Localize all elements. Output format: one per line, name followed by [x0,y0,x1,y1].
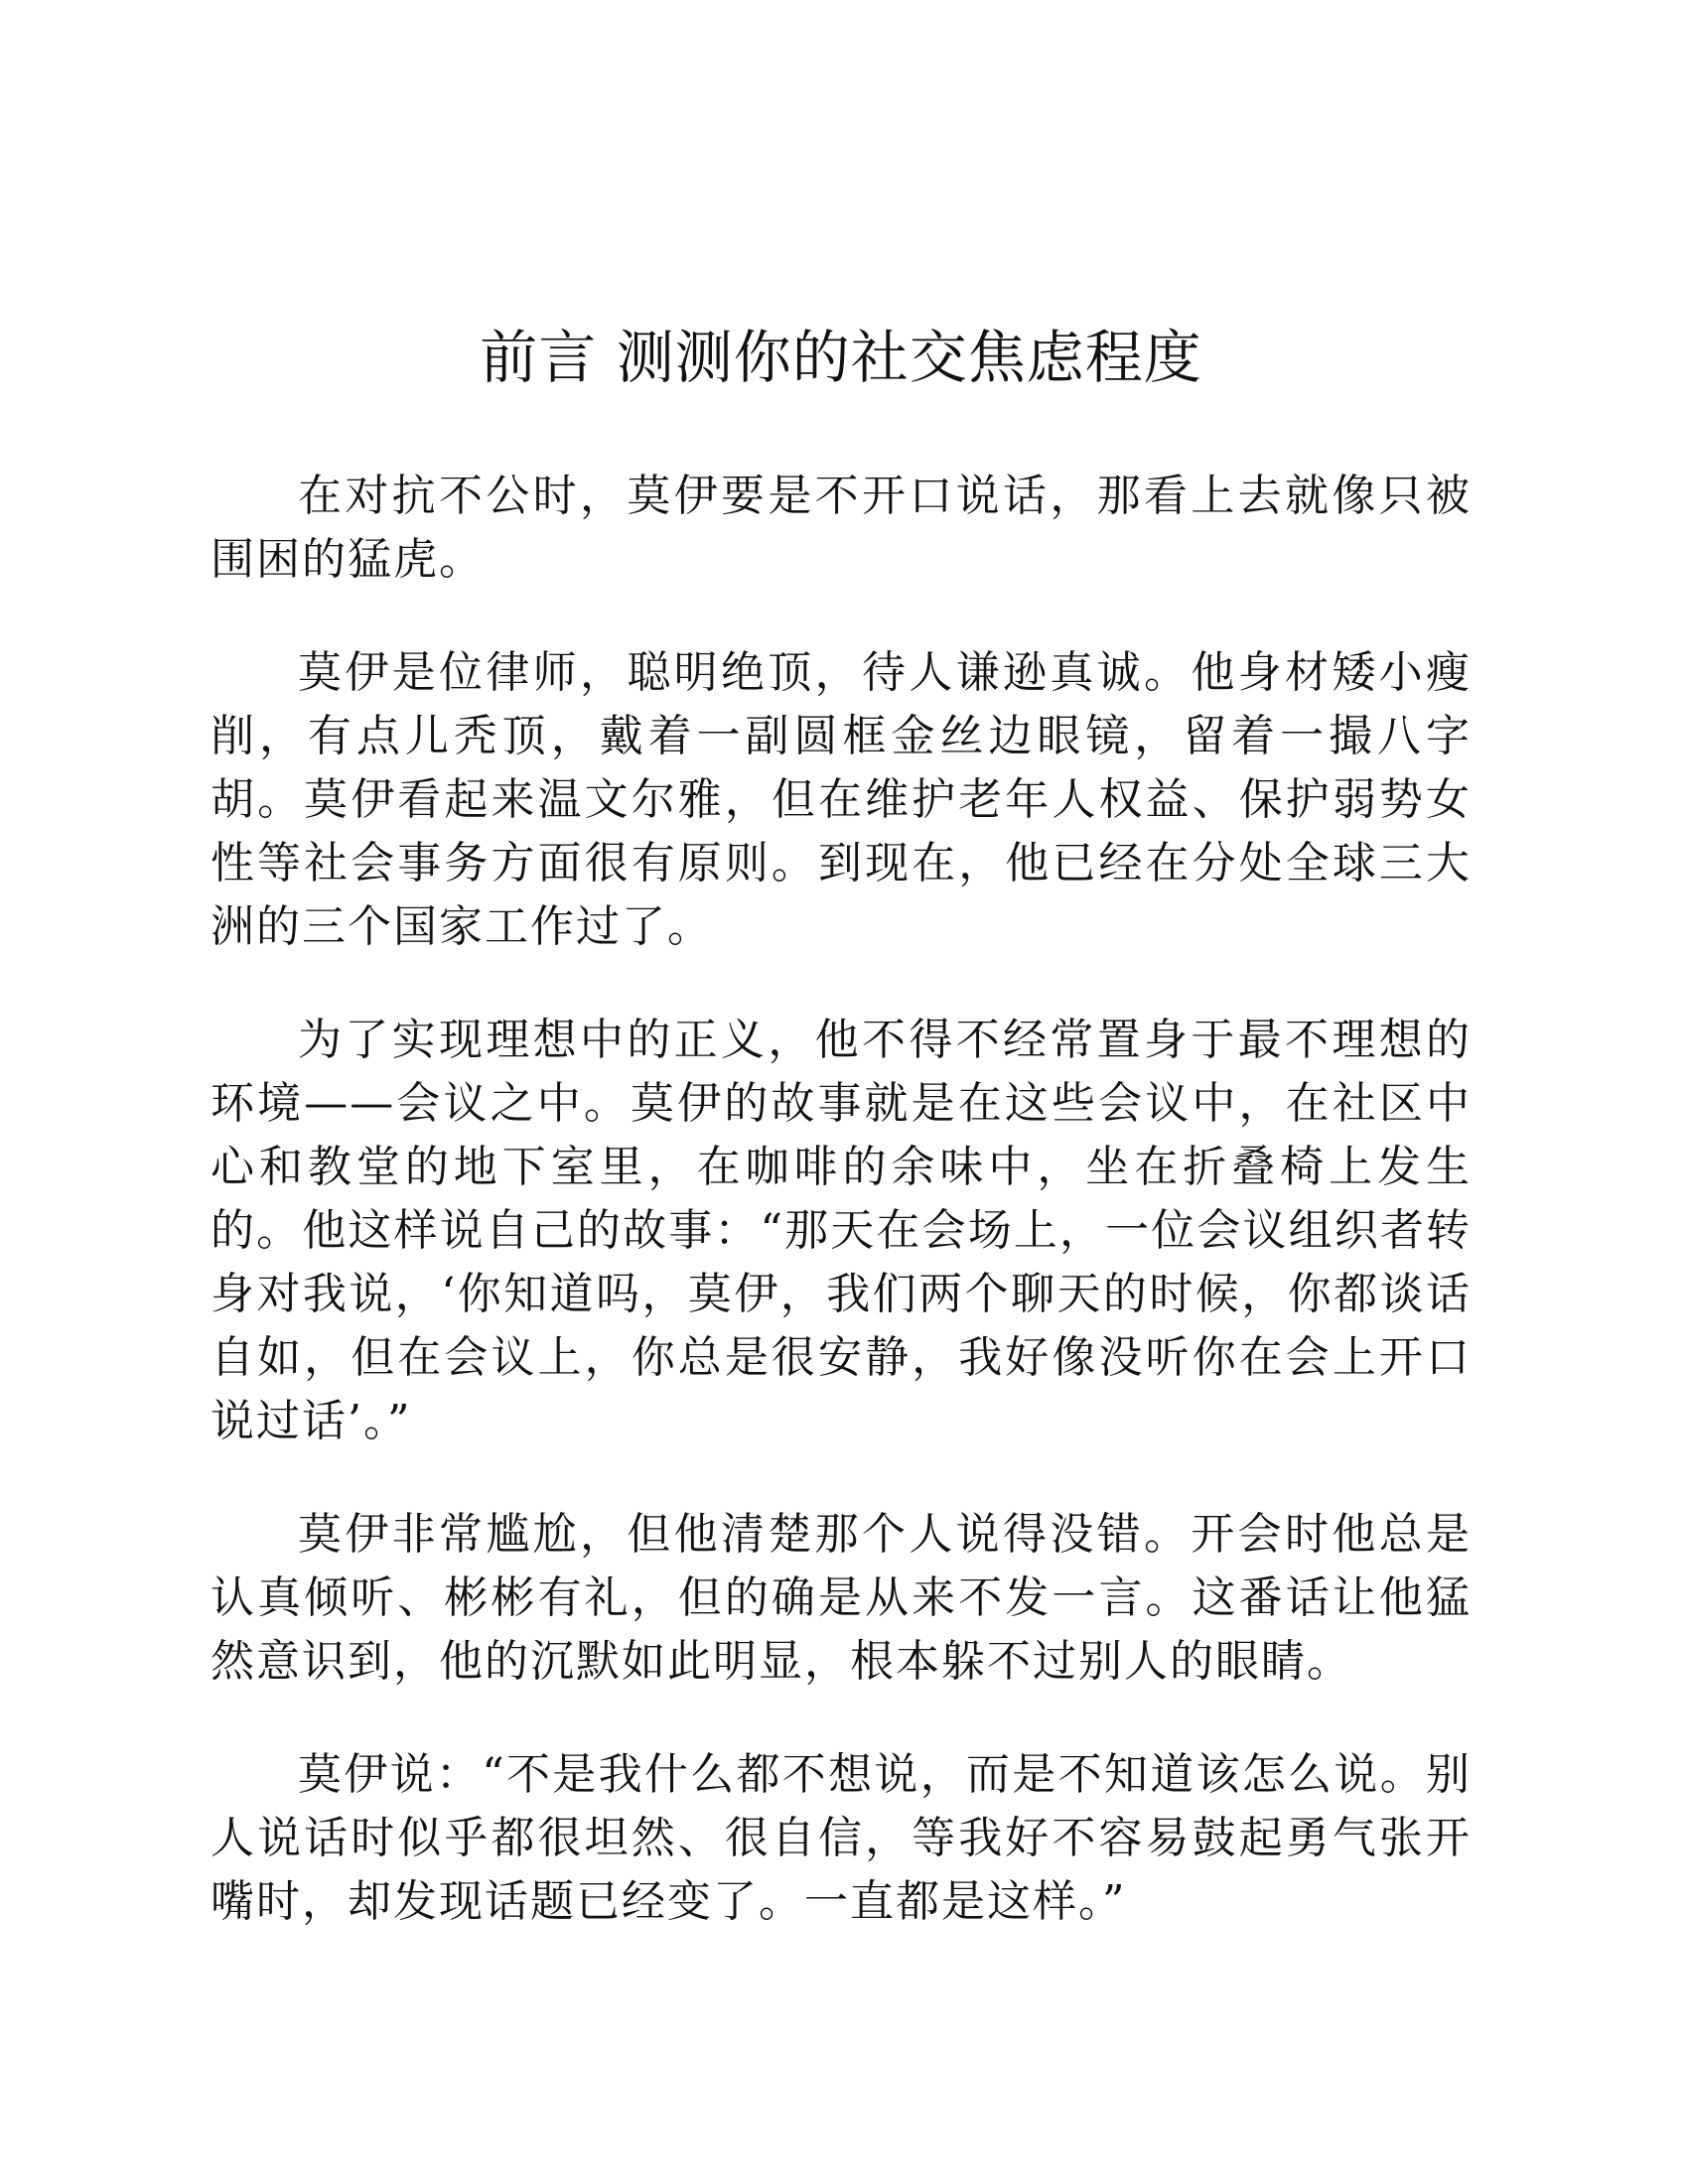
paragraph-1: 在对抗不公时，莫伊要是不开口说话，那看上去就像只被围困的猛虎。 [211,471,1472,585]
body-text [211,465,1472,1983]
paragraph-3: 为了实现理想中的正义，他不得不经常置身于最不理想的环境——会议之中。莫伊的故事就是在这些会议中，在社区中心和教堂的地下室里，在咖啡的余味中，坐在折叠椅上发生的。他这样说自己的故事：“那天在会场上，一位会议组织者转身对我说，‘你知道吗，莫伊，我们两个聊天的时候，你都谈话自如，但在会议上，你总是很安静，我好像没听你在会上开口说过话’。” [211,1015,1472,1446]
paragraph-2: 莫伊是位律师，聪明绝顶，待人谦逊真诚。他身材矮小瘦削，有点儿秃顶，戴着一副圆框金丝边眼镜，留着一撮八字胡。莫伊看起来温文尔雅，但在维护老年人权益、保护弱势女性等社会事务方面很有原则。到现在，他已经在分处全球三大洲的三个国家工作过了。 [211,647,1472,952]
paragraph-5: 莫伊说：“不是我什么都不想说，而是不知道该怎么说。别人说话时似乎都很坦然、很自信，等我好不容易鼓起勇气张开嘴时，却发现话题已经变了。一直都是这样。” [211,1749,1472,1927]
chapter-title: 前言 测测你的社交焦虑程度 [480,324,1202,391]
paragraph-4: 莫伊非常尴尬，但他清楚那个人说得没错。开会时他总是认真倾听、彬彬有礼，但的确是从来不发一言。这番话让他猛然意识到，他的沉默如此明显，根本躲不过别人的眼睛。 [211,1509,1472,1687]
